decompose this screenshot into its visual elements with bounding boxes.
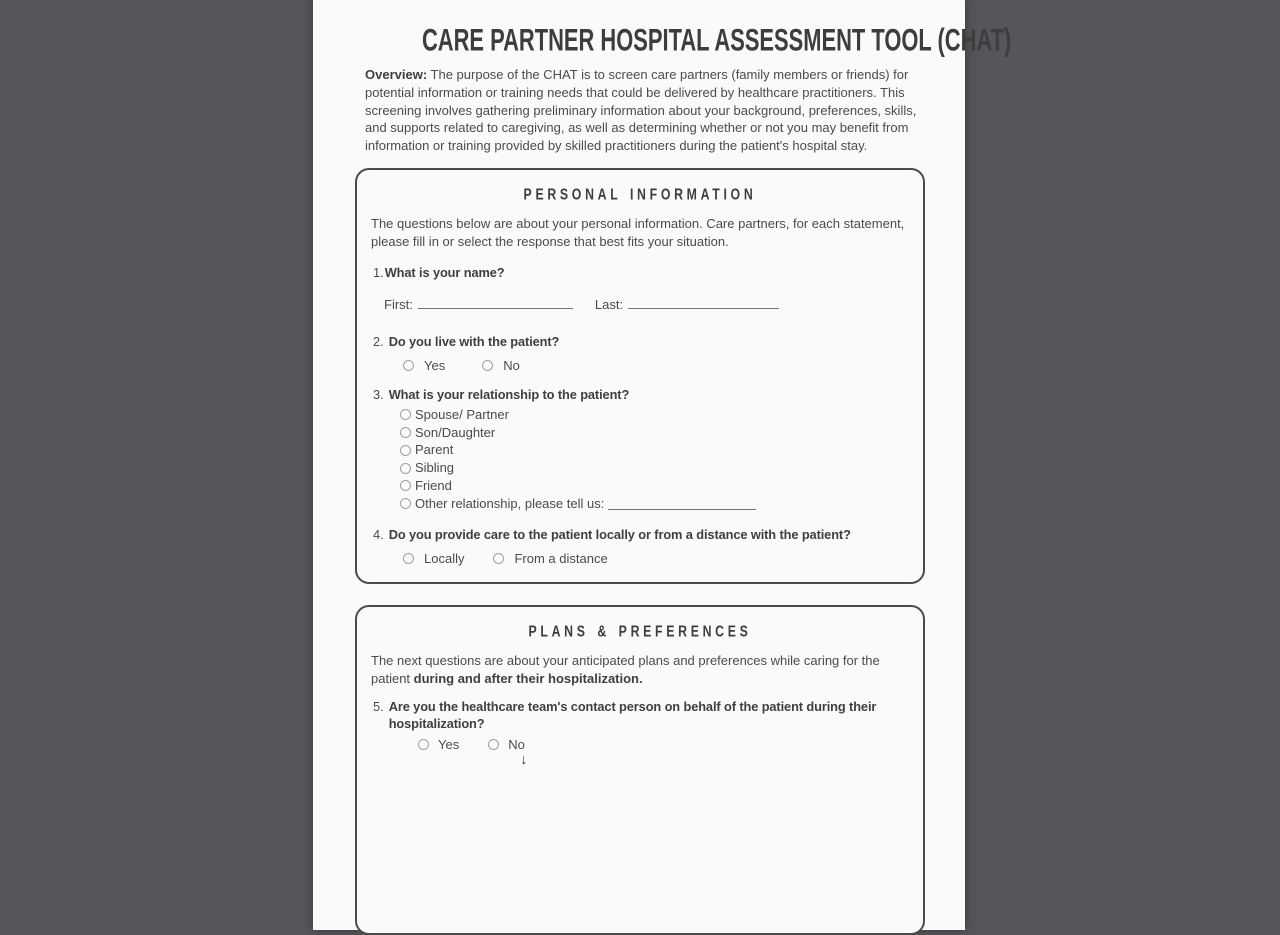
radio-icon[interactable] bbox=[400, 427, 411, 438]
radio-option-label: Yes bbox=[438, 737, 460, 753]
question-4-label bbox=[373, 527, 911, 544]
overview-paragraph bbox=[365, 66, 921, 155]
radio-option-label: No bbox=[508, 737, 525, 753]
name-fields-row bbox=[384, 295, 911, 312]
question-2-number: 2. bbox=[373, 334, 384, 350]
radio-option-parent[interactable] bbox=[400, 441, 911, 459]
question-1-number: 1. bbox=[373, 264, 384, 280]
question-1-text: What is your name? bbox=[384, 264, 505, 280]
question-1 bbox=[373, 265, 911, 313]
radio-option-yes[interactable] bbox=[403, 358, 445, 373]
question-2-label bbox=[373, 334, 911, 351]
other-relationship-input[interactable] bbox=[608, 496, 756, 510]
radio-option-from-a-distance[interactable] bbox=[493, 551, 607, 566]
radio-option-label: Sibling bbox=[415, 460, 455, 476]
radio-option-locally[interactable] bbox=[403, 551, 464, 566]
overview-label: Overview: bbox=[365, 67, 428, 82]
first-name-input[interactable] bbox=[418, 295, 573, 309]
overview-text: The purpose of the CHAT is to screen care partners (family members or friends) for potential information or training needs that could be delivered by healthcare practitioners. This screening involves gathering preliminary information about your background, preferences, skills, and supports related to caregiving, as well as determining whether or not you may benefit from information or training provided by skilled practitioners during the patient's hospital stay. bbox=[365, 67, 917, 154]
plans-preferences-section bbox=[355, 605, 925, 935]
question-4 bbox=[373, 527, 911, 566]
radio-icon[interactable] bbox=[400, 409, 411, 420]
first-name-label: First: bbox=[384, 297, 413, 313]
question-3-number: 3. bbox=[373, 386, 384, 402]
plans-preferences-heading-text: PLANS & PREFERENCES bbox=[528, 622, 752, 641]
down-arrow-icon: ↓ bbox=[520, 751, 528, 769]
radio-icon[interactable] bbox=[400, 498, 411, 509]
question-4-number: 4. bbox=[373, 527, 384, 543]
last-name-label: Last: bbox=[594, 297, 624, 313]
plans-intro-regular: The next questions are about your anticipated plans and preferences while caring for the patient bbox=[371, 652, 880, 686]
question-4-text: Do you provide care to the patient locally or from a distance with the patient? bbox=[388, 527, 851, 543]
radio-option-no[interactable] bbox=[488, 737, 525, 752]
radio-icon[interactable] bbox=[403, 553, 414, 564]
personal-information-section bbox=[355, 168, 925, 584]
radio-icon[interactable] bbox=[400, 445, 411, 456]
radio-option-label: Friend bbox=[415, 477, 452, 493]
question-3-label bbox=[373, 387, 911, 404]
personal-information-heading-text: PERSONAL INFORMATION bbox=[523, 185, 757, 204]
radio-option-son-daughter[interactable] bbox=[400, 424, 911, 442]
question-3 bbox=[373, 387, 911, 513]
radio-option-label: Spouse/ Partner bbox=[415, 407, 509, 423]
radio-option-label: From a distance bbox=[514, 550, 608, 566]
plans-intro bbox=[371, 652, 909, 688]
question-5 bbox=[373, 699, 911, 767]
document-title bbox=[313, 0, 1012, 58]
radio-option-no[interactable] bbox=[482, 358, 520, 373]
radio-icon[interactable] bbox=[482, 360, 493, 371]
radio-option-sibling[interactable] bbox=[400, 459, 911, 477]
personal-information-heading bbox=[369, 186, 911, 203]
radio-icon[interactable] bbox=[403, 360, 414, 371]
personal-intro: The questions below are about your personal information. Care partners, for each statement, please fill in or select the response that best fits your situation. bbox=[371, 215, 905, 249]
radio-option-friend[interactable] bbox=[400, 477, 911, 495]
question-2 bbox=[373, 334, 911, 373]
radio-option-other-relationship[interactable] bbox=[400, 495, 911, 513]
document-title-text: CARE PARTNER HOSPITAL ASSESSMENT TOOL (CHAT) bbox=[421, 22, 1012, 58]
question-3-text: What is your relationship to the patient? bbox=[388, 386, 630, 402]
radio-option-label: Yes bbox=[424, 357, 446, 373]
document-page bbox=[313, 0, 1012, 930]
question-4-options bbox=[373, 551, 911, 566]
radio-option-label: Son/Daughter bbox=[415, 424, 496, 440]
radio-option-label: Locally bbox=[424, 550, 465, 566]
radio-option-label: No bbox=[503, 357, 520, 373]
last-name-input[interactable] bbox=[628, 295, 779, 309]
radio-option-spouse-partner[interactable] bbox=[400, 406, 911, 424]
radio-icon[interactable] bbox=[418, 739, 429, 750]
radio-option-label: Parent bbox=[415, 442, 454, 458]
radio-icon[interactable] bbox=[493, 553, 504, 564]
question-3-options bbox=[373, 406, 911, 512]
plans-intro-bold: during and after their hospitalization. bbox=[413, 670, 643, 686]
radio-icon[interactable] bbox=[400, 480, 411, 491]
question-2-text: Do you live with the patient? bbox=[388, 334, 560, 350]
plans-preferences-heading bbox=[369, 623, 911, 640]
question-5-text: Are you the healthcare team's contact person on behalf of the patient during their hospitalization? bbox=[388, 699, 877, 731]
question-5-number: 5. bbox=[373, 699, 384, 715]
question-1-label bbox=[373, 265, 911, 282]
radio-option-yes[interactable] bbox=[418, 737, 459, 752]
question-5-label bbox=[373, 699, 895, 732]
radio-option-label: Other relationship, please tell us: bbox=[415, 495, 605, 511]
branch-arrow-row bbox=[373, 753, 911, 767]
radio-icon[interactable] bbox=[488, 739, 499, 750]
radio-icon[interactable] bbox=[400, 463, 411, 474]
question-2-options bbox=[373, 358, 911, 373]
question-5-options bbox=[373, 737, 911, 752]
